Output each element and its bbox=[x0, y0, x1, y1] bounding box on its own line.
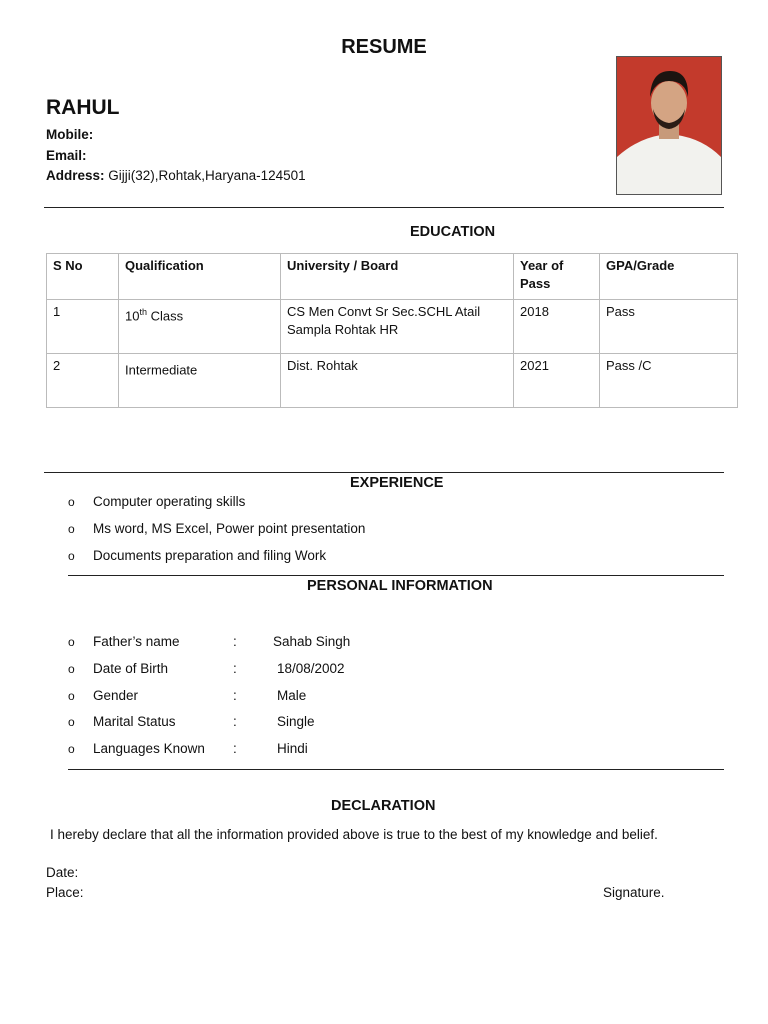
bullet-icon: o bbox=[68, 549, 75, 563]
cell-grade: Pass /C bbox=[600, 354, 738, 408]
column-header-qualification: Qualification bbox=[119, 254, 281, 300]
list-item: o Gender : Male bbox=[68, 688, 307, 703]
mobile-line bbox=[46, 127, 93, 142]
candidate-name: RAHUL bbox=[46, 96, 120, 119]
bullet-icon: o bbox=[68, 635, 75, 649]
cell-board: CS Men Convt Sr Sec.SCHL Atail Sampla Rohtak HR bbox=[281, 300, 514, 354]
signature-label: Signature. bbox=[603, 885, 665, 900]
cell-year: 2021 bbox=[514, 354, 600, 408]
list-item: o Computer operating skills bbox=[68, 494, 246, 509]
cell-qualification: 10th Class bbox=[119, 300, 281, 354]
resume-title: RESUME bbox=[341, 36, 427, 58]
list-item: o Father’s name : Sahab Singh bbox=[68, 634, 351, 649]
bullet-icon: o bbox=[68, 689, 75, 703]
email-label: Email: bbox=[46, 148, 87, 163]
column-header-grade: GPA/Grade bbox=[600, 254, 738, 300]
address-line bbox=[46, 168, 306, 183]
cell-sno: 1 bbox=[47, 300, 119, 354]
list-item: o Documents preparation and filing Work bbox=[68, 548, 327, 563]
education-table bbox=[46, 253, 738, 408]
profile-photo bbox=[616, 56, 722, 195]
person-portrait-icon bbox=[617, 57, 721, 194]
column-header-university: University / Board bbox=[281, 254, 514, 300]
bullet-icon: o bbox=[68, 715, 75, 729]
column-header-sno: S No bbox=[47, 254, 119, 300]
personal-divider bbox=[68, 575, 724, 576]
list-item: o Ms word, MS Excel, Power point presentation bbox=[68, 521, 366, 536]
declaration-heading: DECLARATION bbox=[331, 798, 436, 814]
table-row bbox=[47, 300, 738, 354]
header-divider bbox=[44, 207, 724, 208]
address-label: Address: bbox=[46, 168, 105, 183]
date-label: Date: bbox=[46, 865, 79, 880]
cell-grade: Pass bbox=[600, 300, 738, 354]
experience-heading: EXPERIENCE bbox=[350, 475, 444, 491]
education-header-row bbox=[47, 254, 738, 300]
declaration-divider bbox=[68, 769, 724, 770]
experience-divider bbox=[44, 472, 724, 473]
bullet-icon: o bbox=[68, 495, 75, 509]
cell-board: Dist. Rohtak bbox=[281, 354, 514, 408]
email-line bbox=[46, 148, 87, 163]
bullet-icon: o bbox=[68, 522, 75, 536]
address-value: Gijji(32),Rohtak,Haryana-124501 bbox=[108, 168, 306, 183]
cell-qualification: Intermediate bbox=[119, 354, 281, 408]
cell-year: 2018 bbox=[514, 300, 600, 354]
education-heading: EDUCATION bbox=[410, 224, 496, 240]
column-header-year: Year of Pass bbox=[514, 254, 600, 300]
list-item: o Marital Status : Single bbox=[68, 714, 315, 729]
cell-sno: 2 bbox=[47, 354, 119, 408]
personal-heading: PERSONAL INFORMATION bbox=[307, 578, 493, 594]
bullet-icon: o bbox=[68, 742, 75, 756]
bullet-icon: o bbox=[68, 662, 75, 676]
list-item: o Languages Known : Hindi bbox=[68, 741, 308, 756]
declaration-text: I hereby declare that all the information provided above is true to the best of my knowledge and belief. bbox=[50, 827, 658, 842]
place-label: Place: bbox=[46, 885, 84, 900]
table-row bbox=[47, 354, 738, 408]
list-item: o Date of Birth : 18/08/2002 bbox=[68, 661, 345, 676]
mobile-label: Mobile: bbox=[46, 127, 94, 142]
